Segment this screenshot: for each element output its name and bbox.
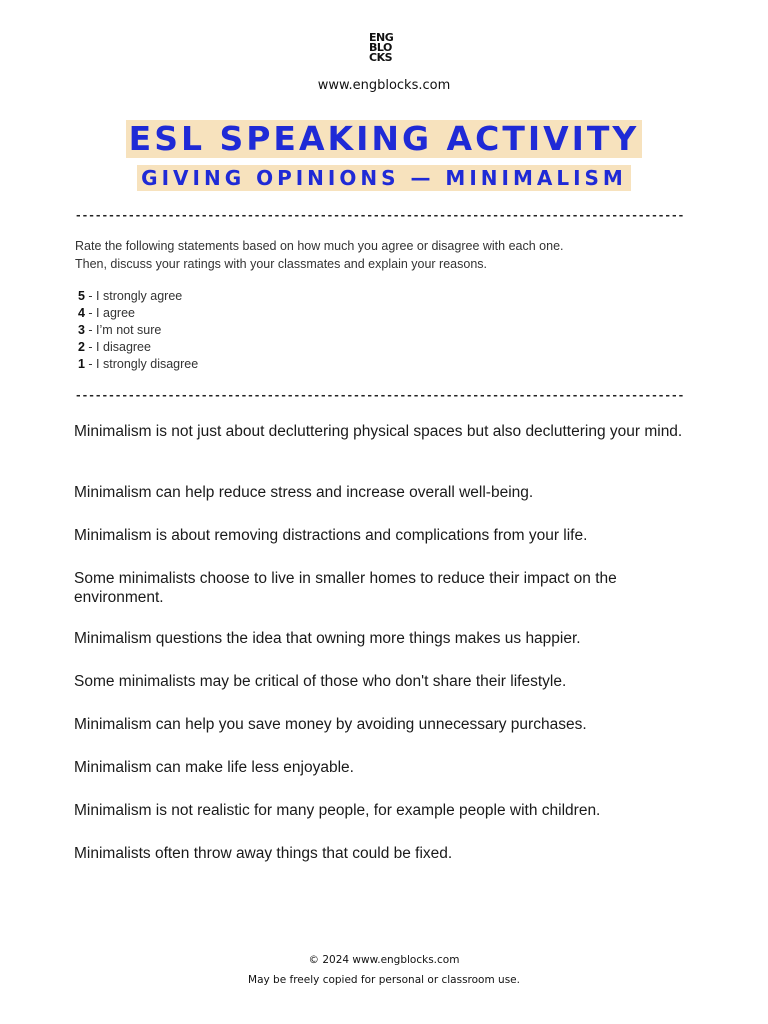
page-subtitle: GIVING OPINIONS — MINIMALISM <box>137 165 631 191</box>
scale-number: 2 <box>78 340 85 354</box>
scale-label: - I strongly agree <box>84 289 183 303</box>
dashed-divider-bottom: -------------------------------------------------------------------------------------------- <box>75 389 685 402</box>
scale-number: 4 <box>78 306 85 320</box>
scale-item <box>78 305 198 322</box>
scale-item <box>78 339 198 356</box>
instruction-line: Then, discuss your ratings with your classmates and explain your reasons. <box>75 257 487 271</box>
scale-label: - I’m not sure <box>84 323 162 337</box>
scale-label: - I agree <box>84 306 135 320</box>
scale-item <box>78 288 198 305</box>
instruction-line: Rate the following statements based on how much you agree or disagree with each one. <box>75 239 564 253</box>
site-url[interactable]: www.engblocks.com <box>317 78 451 93</box>
scale-number: 1 <box>78 357 85 371</box>
statement-item: Some minimalists choose to live in smaller homes to reduce their impact on the environment. <box>74 570 617 606</box>
scale-item <box>78 356 198 373</box>
statement-item: Minimalists often throw away things that could be fixed. <box>74 845 453 862</box>
scale-number: 3 <box>78 323 85 337</box>
statement-item: Minimalism is not realistic for many people, for example people with children. <box>74 802 601 819</box>
instructions <box>75 237 695 273</box>
statement-item: Minimalism can help reduce stress and increase overall well-being. <box>74 484 534 501</box>
page-title: ESL SPEAKING ACTIVITY <box>126 120 643 158</box>
footer-note: May be freely copied for personal or classroom use. <box>248 974 520 986</box>
subtitle-container <box>0 165 768 191</box>
scale-number: 5 <box>78 289 85 303</box>
statement-item: Minimalism can help you save money by avoiding unnecessary purchases. <box>74 716 587 733</box>
statement-item: Some minimalists may be critical of those who don't share their lifestyle. <box>74 673 567 690</box>
scale-label: - I strongly disagree <box>84 357 199 371</box>
rating-scale <box>78 288 198 373</box>
statement-item: Minimalism questions the idea that owning more things makes us happier. <box>74 630 581 647</box>
dashed-divider-top: -------------------------------------------------------------------------------------------- <box>75 209 685 222</box>
statement-item: Minimalism is not just about decluttering physical spaces but also decluttering your mind. <box>74 423 683 440</box>
scale-label: - I disagree <box>84 340 151 354</box>
logo-line: BLO <box>369 41 392 54</box>
logo-line: CKS <box>369 51 393 64</box>
logo-line: ENG <box>369 31 394 44</box>
title-container <box>0 120 768 158</box>
scale-item <box>78 322 198 339</box>
footer-copyright: © 2024 www.engblocks.com <box>308 954 460 966</box>
engblocks-logo <box>369 33 401 63</box>
statement-item: Minimalism can make life less enjoyable. <box>74 759 354 776</box>
statement-item: Minimalism is about removing distractions and complications from your life. <box>74 527 588 544</box>
